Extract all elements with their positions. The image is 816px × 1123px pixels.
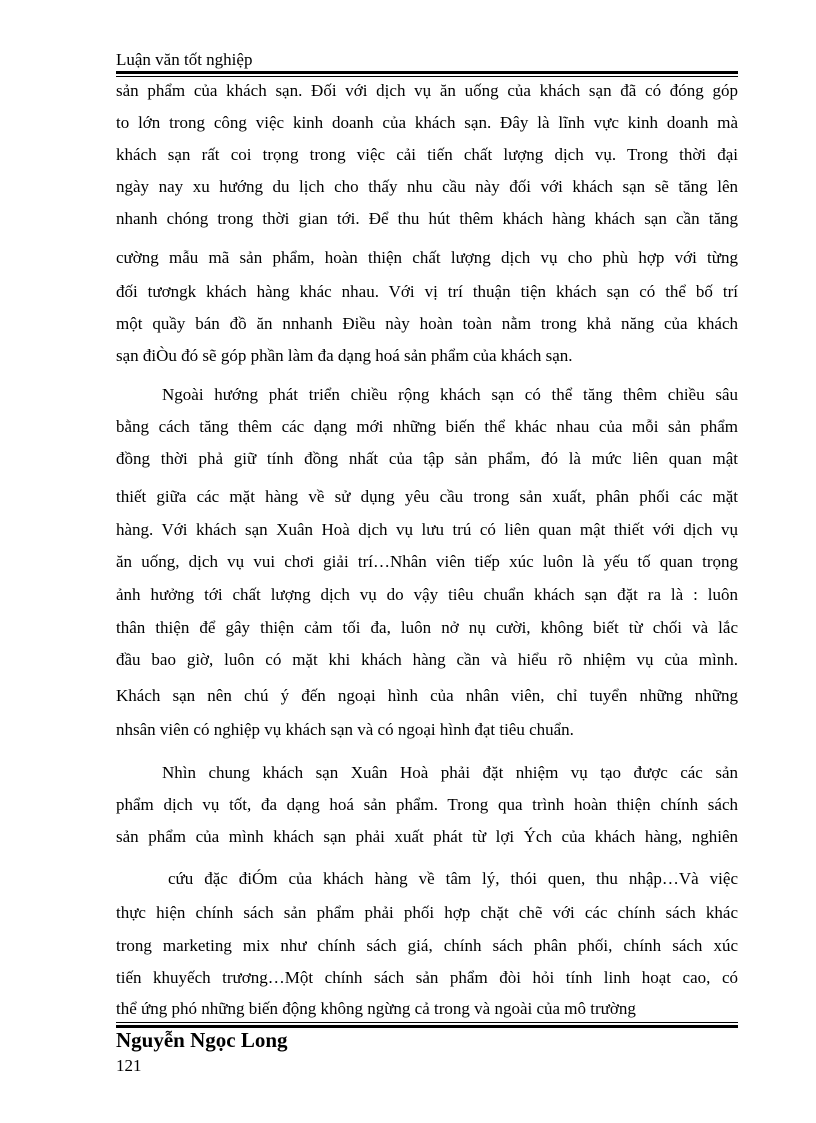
text-line: sản phẩm của khách sạn. Đối với dịch vụ ăn uống của khách sạn đã có đóng góp — [116, 81, 738, 100]
text-line: trong marketing mix như chính sách giá, chính sách phân phối, chính sách xúc — [116, 936, 738, 955]
text-line: khách sạn rất coi trọng trong việc cải tiến chất lượng dịch vụ. Trong thời đại — [116, 145, 738, 164]
text-line: to lớn trong công việc kinh doanh của khách sạn. Đây là lĩnh vực kinh doanh mà — [116, 113, 738, 132]
text-line: thể ứng phó những biến động không ngừng cả trong và ngoài của mô trường — [116, 999, 636, 1018]
text-line: nhanh chóng trong thời gian tới. Để thu hút thêm khách hàng khách sạn cần tăng — [116, 209, 738, 228]
text-line: đồng thời phả giữ tính đồng nhất của tập sản phẩm, đó là mức liên quan mật — [116, 449, 738, 468]
page-number: 121 — [116, 1056, 142, 1075]
text-line: phẩm dịch vụ tốt, đa dạng hoá sản phẩm. Trong qua trình hoàn thiện chính sách — [116, 795, 738, 814]
text-line: hàng. Với khách sạn Xuân Hoà dịch vụ lưu trú có liên quan mật thiết với dịch vụ — [116, 520, 738, 539]
text-line: Nhìn chung khách sạn Xuân Hoà phải đặt nhiệm vụ tạo được các sản — [162, 763, 738, 782]
text-line: bằng cách tăng thêm các dạng mới những biến thể khác nhau của mỗi sản phẩm — [116, 417, 738, 436]
text-line: đối tươngk khách hàng khác nhau. Với vị trí thuận tiện khách sạn có thể bố trí — [116, 282, 738, 301]
running-header: Luận văn tốt nghiệp — [116, 50, 253, 69]
text-line: nhsân viên có nghiệp vụ khách sạn và có ngoại hình đạt tiêu chuẩn. — [116, 720, 574, 739]
text-line: cứu đặc điÓm của khách hàng về tâm lý, thói quen, thu nhập…Và việc — [168, 869, 738, 888]
text-line: thực hiện chính sách sản phẩm phải phối hợp chặt chẽ với các chính sách khác — [116, 903, 738, 922]
text-line: một quầy bán đồ ăn nnhanh Điều này hoàn toàn nằm trong khả năng của khách — [116, 314, 738, 333]
text-line: ăn uống, dịch vụ vui chơi giải trí…Nhân viên tiếp xúc luôn là yếu tố quan trọng — [116, 552, 738, 571]
header-rule-thick — [116, 71, 738, 74]
text-line: cường mẫu mã sản phẩm, hoàn thiện chất lượng dịch vụ cho phù hợp với từng — [116, 248, 738, 267]
text-line: tiến khuyếch trương…Một chính sách sản phẩm đòi hỏi tính linh hoạt cao, có — [116, 968, 738, 987]
text-line: thiết giữa các mặt hàng về sử dụng yêu cầu trong sản xuất, phân phối các mặt — [116, 487, 738, 506]
footer-rule-thin — [116, 1022, 738, 1023]
text-line: đầu bao giờ, luôn có mặt khi khách hàng cần và hiểu rõ nhiệm vụ của mình. — [116, 650, 738, 669]
text-line: ảnh hưởng tới chất lượng dịch vụ do vậy tiêu chuẩn khách sạn đặt ra là : luôn — [116, 585, 738, 604]
text-line: sạn điÒu đó sẽ góp phần làm đa dạng hoá sản phẩm của khách sạn. — [116, 346, 573, 365]
footer-author: Nguyễn Ngọc Long — [116, 1028, 288, 1052]
text-line: ngày nay xu hướng du lịch cho thấy nhu cầu này đối với khách sạn sẽ tăng lên — [116, 177, 738, 196]
text-line: Ngoài hướng phát triển chiều rộng khách sạn có thể tăng thêm chiều sâu — [162, 385, 738, 404]
text-line: sản phẩm của mình khách sạn phải xuất phát từ lợi Ých của khách hàng, nghiên — [116, 827, 738, 846]
text-line: Khách sạn nên chú ý đến ngoại hình của nhân viên, chỉ tuyển những những — [116, 686, 738, 705]
text-line: thân thiện để gây thiện cảm tối đa, luôn nở nụ cười, không biết từ chối và lắc — [116, 618, 738, 637]
